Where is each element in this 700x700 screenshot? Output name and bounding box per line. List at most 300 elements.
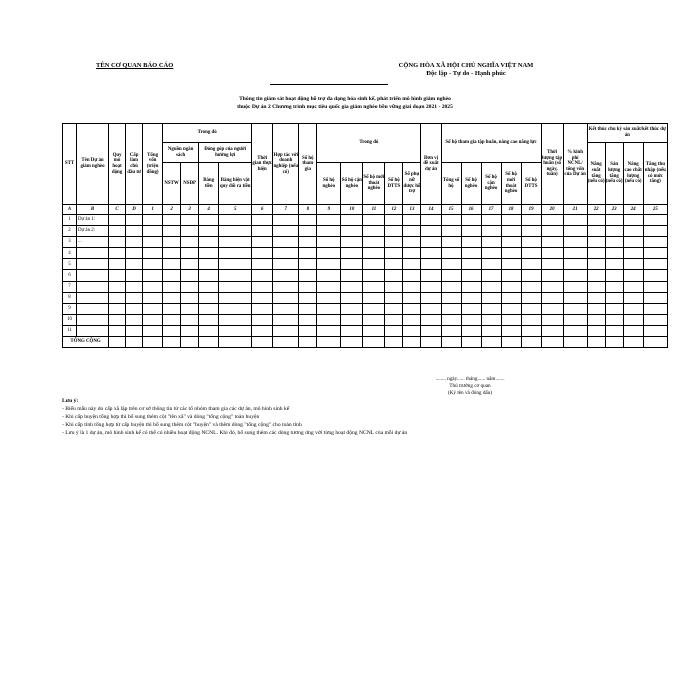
col-output: Sản lượng tăng (nếu có) [605,143,623,205]
table-cell [441,281,461,292]
table-cell [421,270,441,281]
table-row [63,259,668,270]
table-cell [252,337,273,348]
table-cell [363,259,385,270]
table-cell [385,259,403,270]
table-cell [341,259,363,270]
col-ethnic-minority-households: Số hộ DTTS [385,163,403,205]
table-cell [461,248,481,259]
table-cell [623,270,643,281]
table-cell [461,281,481,292]
table-cell [385,270,403,281]
table-cell [199,237,219,248]
table-cell [109,281,126,292]
table-cell [541,303,563,314]
table-cell [421,237,441,248]
table-cell [461,325,481,336]
col-group-training: Số hộ tham gia tập huấn, nâng cao năng lực [441,124,541,163]
table-cell [181,314,199,325]
table-cell [109,215,126,226]
col-training-near-poor-households: Số hộ cận nghèo [481,163,501,205]
table-cell [252,259,273,270]
table-cell [563,314,587,325]
note-item: - Biểu mẫu này do cấp xã lập trên cơ sở thông tin từ các tổ nhóm tham gia các dự án, mô hình sinh kế [62,406,290,412]
row-stt: 10 [63,314,77,325]
table-cell [199,292,219,303]
table-cell [181,259,199,270]
agency-name: TÊN CƠ QUAN BÁO CÁO [96,62,174,69]
table-cell [363,281,385,292]
table-cell [181,215,199,226]
header-divider [270,84,388,85]
table-cell [605,337,623,348]
table-cell [643,226,667,237]
table-cell [299,215,317,226]
table-cell [126,303,143,314]
table-cell [403,281,421,292]
col-group-results: Kết thúc chu kỳ sản xuất/kết thúc dự án [587,124,667,143]
table-cell [143,292,163,303]
table-cell [163,215,181,226]
col-training-ethnic-minority-households: Số hộ DTTS [521,163,541,205]
row-stt: 5 [63,259,77,270]
table-cell [441,270,461,281]
table-cell [481,237,501,248]
table-cell [521,281,541,292]
table-cell [605,292,623,303]
table-cell [521,270,541,281]
total-label: TỔNG CỘNG [63,337,109,348]
table-cell [143,237,163,248]
notes-section [62,397,622,437]
table-cell [199,248,219,259]
table-cell [341,270,363,281]
column-index-cell: 15 [441,205,461,215]
table-cell [252,248,273,259]
table-cell [181,292,199,303]
table-cell [363,215,385,226]
table-cell [481,303,501,314]
table-cell [126,314,143,325]
table-cell [252,325,273,336]
table-cell [521,314,541,325]
table-cell [273,259,299,270]
table-cell [521,303,541,314]
row-project-name [77,281,109,292]
column-index-row [63,205,668,215]
table-cell [219,248,252,259]
col-poor-households: Số hộ nghèo [317,163,341,205]
table-cell [421,215,441,226]
row-project-name [77,270,109,281]
table-cell [461,270,481,281]
table-cell [219,226,252,237]
column-index-cell: 17 [481,205,501,215]
table-cell [199,325,219,336]
table-cell [481,281,501,292]
row-stt: 11 [63,325,77,336]
column-index-cell: D [126,205,143,215]
table-cell [563,281,587,292]
column-index-cell: 4 [199,205,219,215]
column-index-cell: 19 [521,205,541,215]
table-cell [317,314,341,325]
table-cell [385,325,403,336]
signature-note: (Ký tên và đóng dấu) [447,390,493,397]
table-cell [605,215,623,226]
table-cell [605,281,623,292]
table-cell [126,226,143,237]
table-cell [273,314,299,325]
table-cell [385,226,403,237]
table-cell [109,237,126,248]
table-cell [623,303,643,314]
table-cell [199,226,219,237]
table-row [63,248,668,259]
column-index-cell: 12 [385,205,403,215]
row-project-name [77,325,109,336]
col-group-of-which-2: Trong đó [317,124,421,163]
table-cell [317,248,341,259]
table-cell [521,259,541,270]
table-cell [317,270,341,281]
table-cell [199,215,219,226]
table-cell [219,292,252,303]
row-project-name [77,248,109,259]
signature-role: Thủ trưởng cơ quan [449,383,491,390]
table-cell [521,237,541,248]
col-investor-level: Cấp làm chủ đầu tư [126,124,143,205]
table-cell [623,248,643,259]
table-cell [501,259,521,270]
table-cell [403,337,421,348]
table-cell [299,259,317,270]
table-cell [587,237,605,248]
column-index-cell: 25 [643,205,667,215]
table-cell [219,270,252,281]
table-cell [199,337,219,348]
col-training-total-households: Tổng số hộ [441,163,461,205]
table-cell [461,259,481,270]
table-cell [109,259,126,270]
table-cell [126,325,143,336]
table-cell [252,215,273,226]
table-cell [385,237,403,248]
table-cell [563,270,587,281]
table-cell [541,259,563,270]
table-cell [219,325,252,336]
table-cell [363,248,385,259]
table-cell [299,281,317,292]
table-cell [605,314,623,325]
table-cell [181,270,199,281]
table-cell [299,292,317,303]
table-cell [501,248,521,259]
table-cell [623,281,643,292]
column-index-cell: 5 [219,205,252,215]
table-cell [163,292,181,303]
table-cell [126,292,143,303]
col-training-cost-percent: % kinh phí NCNL/ tổng vốn của Dự án [563,124,587,205]
table-cell [385,314,403,325]
col-group-of-which: Trong đó [163,124,252,143]
column-index-cell: 18 [501,205,521,215]
table-cell [126,270,143,281]
table-cell [481,292,501,303]
table-cell [421,226,441,237]
table-cell [363,337,385,348]
table-cell [623,215,643,226]
table-row [63,325,668,336]
col-income: Tăng thu nhập (nếu có mức tăng) [643,143,667,205]
col-group-contribution: Đóng góp của người hưởng lợi [199,143,252,163]
table-cell [421,248,441,259]
table-cell [299,270,317,281]
table-cell [563,259,587,270]
table-cell [273,303,299,314]
table-cell [317,292,341,303]
table-row [63,270,668,281]
table-cell [317,237,341,248]
table-cell [109,270,126,281]
table-cell [643,303,667,314]
col-quality: Nâng cao chất lượng (nếu có) [623,143,643,205]
table-cell [143,248,163,259]
table-cell [643,314,667,325]
row-stt: 2 [63,226,77,237]
table-cell [421,281,441,292]
column-index-cell: 24 [623,205,643,215]
table-cell [441,215,461,226]
table-cell [109,325,126,336]
table-cell [317,226,341,237]
col-women-supported: Số phụ nữ được hỗ trợ [403,163,421,205]
col-near-poor-households: Số hộ cận nghèo [341,163,363,205]
table-row [63,303,668,314]
table-cell [587,281,605,292]
row-project-name [77,314,109,325]
table-cell [643,259,667,270]
row-stt: 6 [63,270,77,281]
table-cell [363,270,385,281]
table-cell [273,237,299,248]
row-stt: 7 [63,281,77,292]
table-cell [481,337,501,348]
table-cell [126,215,143,226]
column-index-cell: 20 [541,205,563,215]
table-cell [163,259,181,270]
table-cell [181,325,199,336]
table-cell [587,337,605,348]
table-cell [605,325,623,336]
table-cell [587,325,605,336]
table-cell [643,237,667,248]
table-cell [587,314,605,325]
table-cell [421,303,441,314]
table-cell [363,292,385,303]
col-duration: Thời gian thực hiện [252,124,273,205]
column-index-cell: A [63,205,77,215]
table-cell [317,259,341,270]
table-cell [461,303,481,314]
table-cell [299,325,317,336]
table-cell [587,303,605,314]
table-cell [501,226,521,237]
table-cell [441,325,461,336]
table-cell [109,248,126,259]
column-index-cell: 23 [605,205,623,215]
table-cell [501,281,521,292]
table-cell [501,270,521,281]
table-cell [541,237,563,248]
table-cell [341,325,363,336]
table-cell [273,281,299,292]
table-cell [363,325,385,336]
table-cell [163,248,181,259]
table-cell [143,215,163,226]
note-item: - Lưu ý là 1 dự án, mô hình sinh kế có thể có nhiều hoạt động NCNL. Khi đó, bổ sung thêm các dòng tương ứng với từng hoạt động NCNL của mỗi dự án [62,430,408,436]
table-cell [403,226,421,237]
table-cell [541,292,563,303]
table-cell [403,325,421,336]
table-cell [363,237,385,248]
table-cell [563,237,587,248]
table-cell [587,248,605,259]
table-cell [403,215,421,226]
table-cell [219,237,252,248]
table-row [63,292,668,303]
column-index-cell: 9 [317,205,341,215]
table-cell [461,226,481,237]
table-cell [299,248,317,259]
table-cell [299,314,317,325]
table-cell [181,303,199,314]
table-cell [421,337,441,348]
table-cell [481,226,501,237]
table-cell [421,314,441,325]
table-cell [126,337,143,348]
table-cell [252,226,273,237]
table-cell [501,215,521,226]
table-cell [563,337,587,348]
table-cell [403,270,421,281]
column-index-cell: 22 [587,205,605,215]
signature-block [410,376,530,398]
table-cell [341,281,363,292]
column-index-cell: 2 [163,205,181,215]
table-cell [481,215,501,226]
table-cell [163,303,181,314]
table-cell [541,314,563,325]
row-stt: 8 [63,292,77,303]
table-cell [299,237,317,248]
motto: Độc lập - Tự do - Hạnh phúc [426,70,506,77]
table-cell [461,215,481,226]
table-cell [643,292,667,303]
table-cell [341,292,363,303]
table-cell [363,314,385,325]
table-cell [317,281,341,292]
table-cell [363,303,385,314]
table-cell [521,215,541,226]
table-cell [441,248,461,259]
table-cell [421,325,441,336]
table-cell [541,337,563,348]
col-scale: Quy mô hoạt động [109,124,126,205]
col-in-kind: Bằng hiện vật quy đổi ra tiền [219,163,252,205]
table-cell [109,226,126,237]
row-project-name: Dự án 1: [77,215,109,226]
table-cell [403,303,421,314]
table-cell [143,314,163,325]
table-cell [403,237,421,248]
notes-title: Lưu ý: [62,398,79,404]
column-index-cell: C [109,205,126,215]
note-item: - Khi cấp tỉnh tổng hợp từ cấp huyện thì bổ sung thêm cột "huyện" và thêm dòng "tổng cộng" cho toàn tỉnh [62,422,302,428]
table-row [63,226,668,237]
table-cell [623,226,643,237]
table-cell [219,303,252,314]
table-cell [252,237,273,248]
table-cell [163,281,181,292]
table-cell [481,248,501,259]
table-cell [181,226,199,237]
row-stt: 4 [63,248,77,259]
table-cell [441,337,461,348]
table-cell [273,337,299,348]
table-cell [541,325,563,336]
column-index-cell: 7 [273,205,299,215]
column-index-cell: 6 [252,205,273,215]
row-stt: 3 [63,237,77,248]
column-index-cell: 16 [461,205,481,215]
column-index-cell: 8 [299,205,317,215]
table-cell [163,314,181,325]
table-cell [421,292,441,303]
table-cell [481,259,501,270]
table-body [63,215,668,348]
col-participating-households: Số hộ tham gia [299,124,317,205]
table-cell [385,215,403,226]
table-cell [481,270,501,281]
table-cell [501,303,521,314]
table-cell [363,226,385,237]
table-cell [623,314,643,325]
table-row [63,281,668,292]
table-cell [143,270,163,281]
table-cell [109,314,126,325]
table-cell [441,237,461,248]
table-cell [563,325,587,336]
table-cell [143,259,163,270]
col-project-name: Tên Dự án giảm nghèo [77,124,109,205]
table-cell [605,303,623,314]
table-cell [273,292,299,303]
table-row [63,237,668,248]
column-index-cell: 21 [563,205,587,215]
row-project-name: Dự án 2: [77,226,109,237]
table-cell [521,325,541,336]
table-cell [563,215,587,226]
table-cell [623,237,643,248]
column-index-cell: 11 [363,205,385,215]
table-cell [385,303,403,314]
table-cell [643,270,667,281]
table-cell [541,270,563,281]
report-title-line-1: Thông tin giám sát hoạt động hỗ trợ đa dạng hóa sinh kế, phát triển mô hình giảm nghèo [239,96,451,102]
monitoring-table [62,123,668,348]
report-title-line-2: thuộc Dự án 2 Chương trình mục tiêu quốc gia giảm nghèo bền vững giai đoạn 2021 - 2025 [237,103,453,110]
